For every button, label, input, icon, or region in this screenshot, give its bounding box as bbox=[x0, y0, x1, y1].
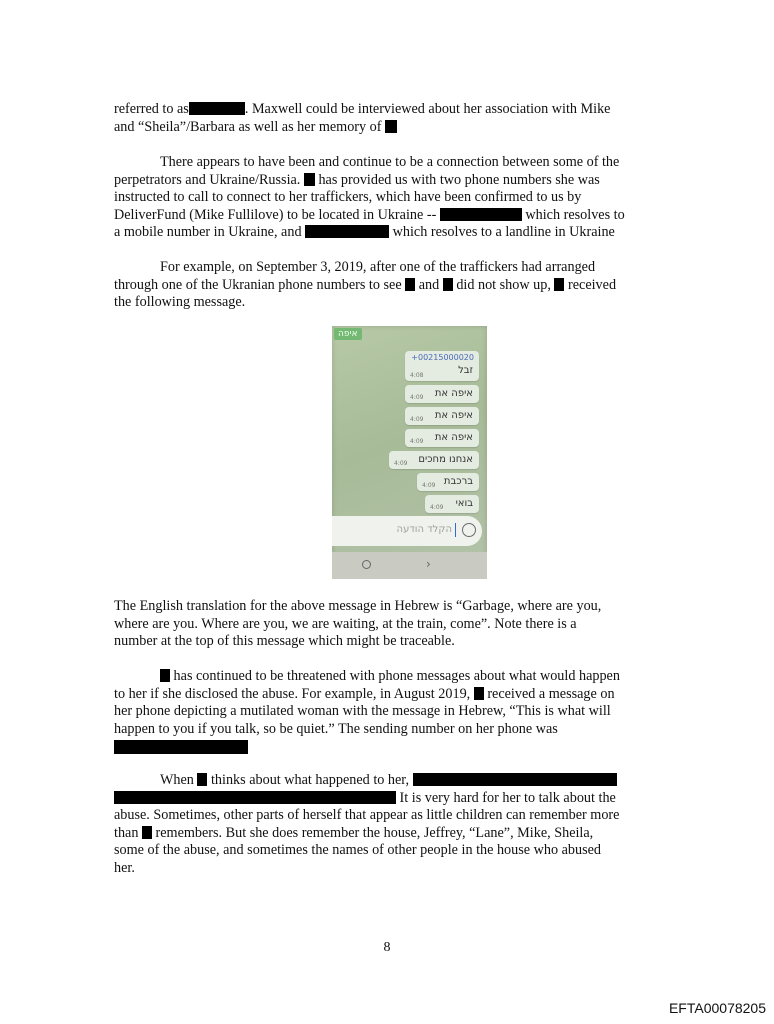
message-bubble bbox=[405, 407, 479, 425]
android-nav-bar bbox=[332, 552, 487, 579]
message-time: 4:09 bbox=[430, 504, 444, 511]
sender-number: +00215000020 bbox=[411, 353, 474, 362]
message-text: בואי bbox=[455, 498, 473, 509]
message-time: 4:09 bbox=[394, 460, 408, 467]
redaction bbox=[160, 669, 170, 682]
phone-screenshot bbox=[332, 326, 487, 579]
emoji-icon[interactable] bbox=[462, 523, 476, 537]
paragraph-5: has continued to be threatened with phone messages about what would happen to her if she disclosed the abuse. For example, in August 2019, received a message on her phone depicting a mutilated woman with the message in Hebrew, “This is what will happen to you if you talk, so be quiet.” The sending number on her phone was bbox=[114, 668, 659, 756]
message-text: איפה את bbox=[434, 388, 473, 399]
redaction bbox=[554, 278, 564, 291]
message-bubble bbox=[425, 495, 479, 513]
message-bubble bbox=[405, 429, 479, 447]
redaction bbox=[114, 791, 396, 804]
redaction bbox=[305, 225, 389, 238]
message-text: אנחנו מחכים bbox=[418, 454, 473, 465]
message-text: זבל bbox=[458, 365, 473, 376]
message-input-placeholder: הקלד הודעה bbox=[396, 524, 452, 535]
redaction bbox=[114, 740, 248, 754]
message-time: 4:08 bbox=[410, 372, 424, 379]
redaction bbox=[405, 278, 415, 291]
redaction bbox=[440, 208, 522, 221]
message-time: 4:09 bbox=[410, 416, 424, 423]
message-bubble bbox=[389, 451, 479, 469]
redaction bbox=[197, 773, 207, 786]
redaction bbox=[413, 773, 617, 786]
contact-label: איפה bbox=[334, 328, 362, 340]
redaction bbox=[142, 826, 152, 839]
message-input[interactable] bbox=[332, 516, 482, 546]
paragraph-1: referred to as . Maxwell could be interviewed about her association with Mike and “Sheila”/Barbara as well as her memory of bbox=[114, 101, 611, 135]
message-time: 4:09 bbox=[422, 482, 436, 489]
paragraph-2: There appears to have been and continue to be a connection between some of the perpetrators and Ukraine/Russia. has provided us with two phone numbers she was instructed to call to connect to her traffickers, which have been confirmed to us by DeliverFund (Mike Fullilove) to be located in Ukraine -- which resolves to a mobile number in Ukraine, and which resolves to a landline in Ukraine bbox=[114, 154, 625, 241]
redaction bbox=[474, 687, 484, 700]
message-bubble bbox=[405, 385, 479, 403]
message-time: 4:09 bbox=[410, 438, 424, 445]
message-text: ברכבת bbox=[443, 476, 473, 487]
paragraph-6: When thinks about what happened to her, It is very hard for her to talk about the abuse. Sometimes, other parts of herself that appear as little children can remember more than remembers. But she does remember the house, Jeffrey, “Lane”, Mike, Sheila, some of the abuse, and sometimes the names of other people in the house who abused her. bbox=[114, 772, 620, 876]
chevron-right-icon[interactable]: › bbox=[426, 557, 431, 571]
redaction bbox=[304, 173, 315, 186]
paragraph-3: For example, on September 3, 2019, after one of the traffickers had arranged through one of the Ukranian phone numbers to see and did not show up, received the following message. bbox=[114, 259, 617, 311]
page-number: 8 bbox=[383, 940, 391, 955]
text-cursor bbox=[455, 523, 457, 537]
message-text: איפה את bbox=[434, 432, 473, 443]
message-text: איפה את bbox=[434, 410, 473, 421]
redaction bbox=[443, 278, 453, 291]
home-icon[interactable] bbox=[362, 560, 371, 569]
message-bubble bbox=[417, 473, 479, 491]
paragraph-4: The English translation for the above message in Hebrew is “Garbage, where are you, where are you. Where are you, we are waiting, at the train, come”. Note there is a number at the top of this message which might be traceable. bbox=[114, 598, 602, 650]
redaction bbox=[385, 120, 397, 133]
redaction bbox=[189, 102, 245, 115]
bates-number: EFTA00078205 bbox=[668, 1000, 766, 1016]
message-time: 4:09 bbox=[410, 394, 424, 401]
message-bubble bbox=[405, 351, 479, 381]
